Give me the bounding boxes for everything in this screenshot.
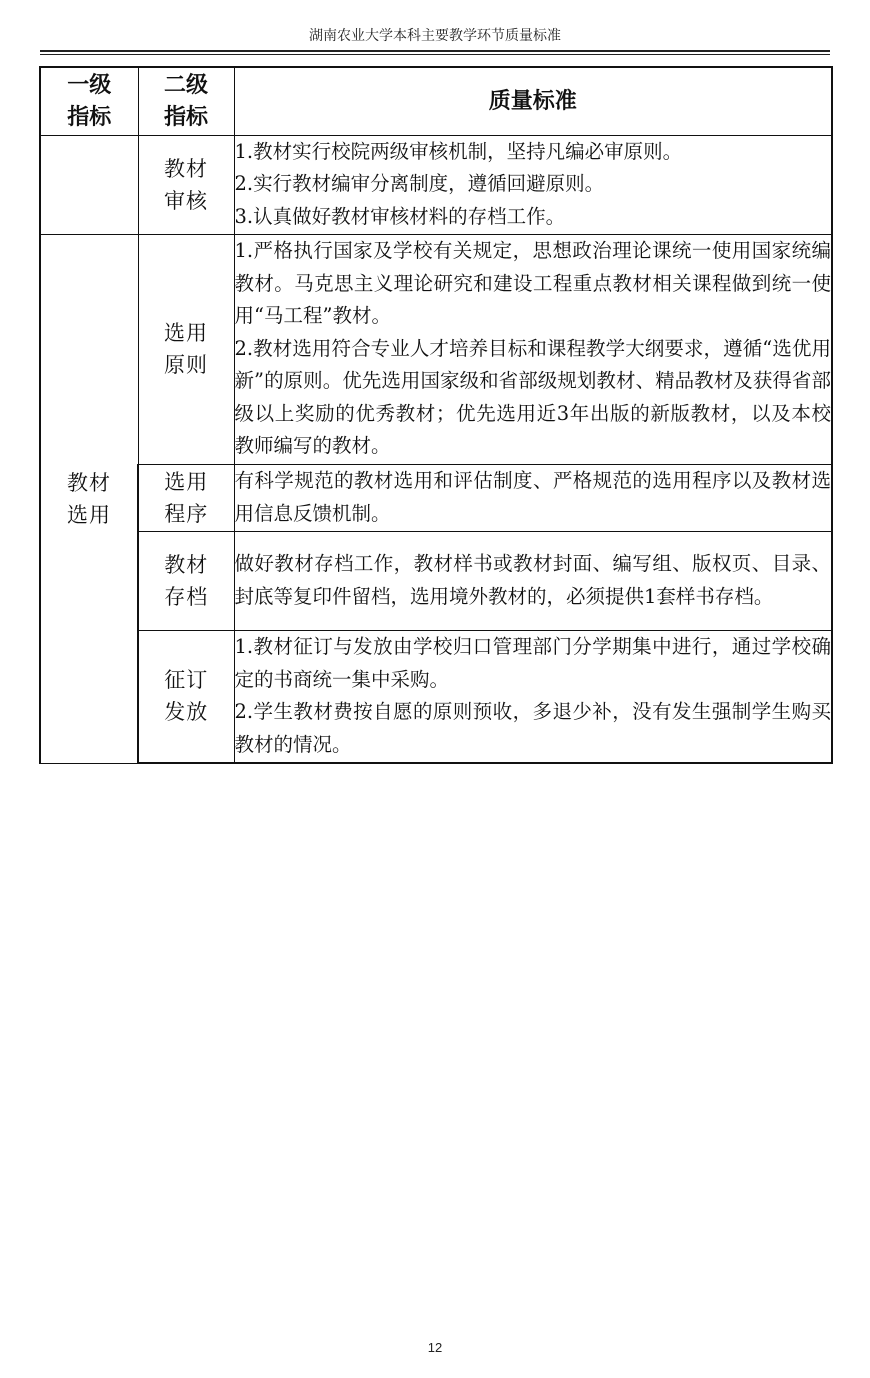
standard-cell [234,531,832,630]
header-level2: 二级 指标 [138,67,234,135]
level1-cell: 教材 选用 [40,234,138,763]
standard-cell [234,234,832,464]
header-level1: 一级 指标 [40,67,138,135]
standard-line: 有科学规范的教材选用和评估制度、严格规范的选用程序以及教材选用信息反馈机制。 [234,469,831,525]
header-rule-thin [40,54,830,55]
table-row [40,630,832,763]
table-header-row [40,67,832,135]
header-title: 湖南农业大学本科主要教学环节质量标准 [309,28,561,44]
page-number: 12 [427,1340,443,1355]
standard-cell [234,135,832,234]
level2-cell: 教材 审核 [138,135,234,234]
quality-standard-table [39,66,833,764]
standard-line: 2.教材选用符合专业人才培养目标和课程教学大纲要求，遵循“选优用新”的原则。优先选用国家级和省部级规划教材、精品教材及获得省部级以上奖励的优秀教材；优先选用近3年出版的新版教材，以及本校教师编写的教材。 [234,336,831,458]
standard-cell [234,464,832,531]
table-row [40,234,832,464]
standard-line: 1.教材实行校院两级审核机制，坚持凡编必审原则。 [234,139,683,163]
level2-cell: 教材 存档 [138,531,234,630]
standard-cell [234,630,832,763]
table-row [40,135,832,234]
standard-line: 1.教材征订与发放由学校归口管理部门分学期集中进行，通过学校确定的书商统一集中采购。 [234,635,831,691]
level1-cell-empty [40,135,138,234]
standard-line: 3.认真做好教材审核材料的存档工作。 [234,204,566,228]
level2-cell: 选用 程序 [138,464,234,531]
standard-line: 2.实行教材编审分离制度，遵循回避原则。 [234,172,605,196]
standard-line: 1.严格执行国家及学校有关规定，思想政治理论课统一使用国家统编教材。马克思主义理论研究和建设工程重点教材相关课程做到统一使用“马工程”教材。 [234,239,831,328]
standard-line: 2.学生教材费按自愿的原则预收，多退少补，没有发生强制学生购买教材的情况。 [234,700,831,756]
standard-line: 做好教材存档工作，教材样书或教材封面、编写组、版权页、目录、封底等复印件留档，选用境外教材的，必须提供1套样书存档。 [234,552,831,608]
header-rule-thick [40,50,830,52]
level2-cell: 征订 发放 [138,630,234,763]
header-standard: 质量标准 [234,67,832,135]
table-row [40,464,832,531]
level2-cell: 选用 原则 [138,234,234,464]
table-row [40,531,832,630]
